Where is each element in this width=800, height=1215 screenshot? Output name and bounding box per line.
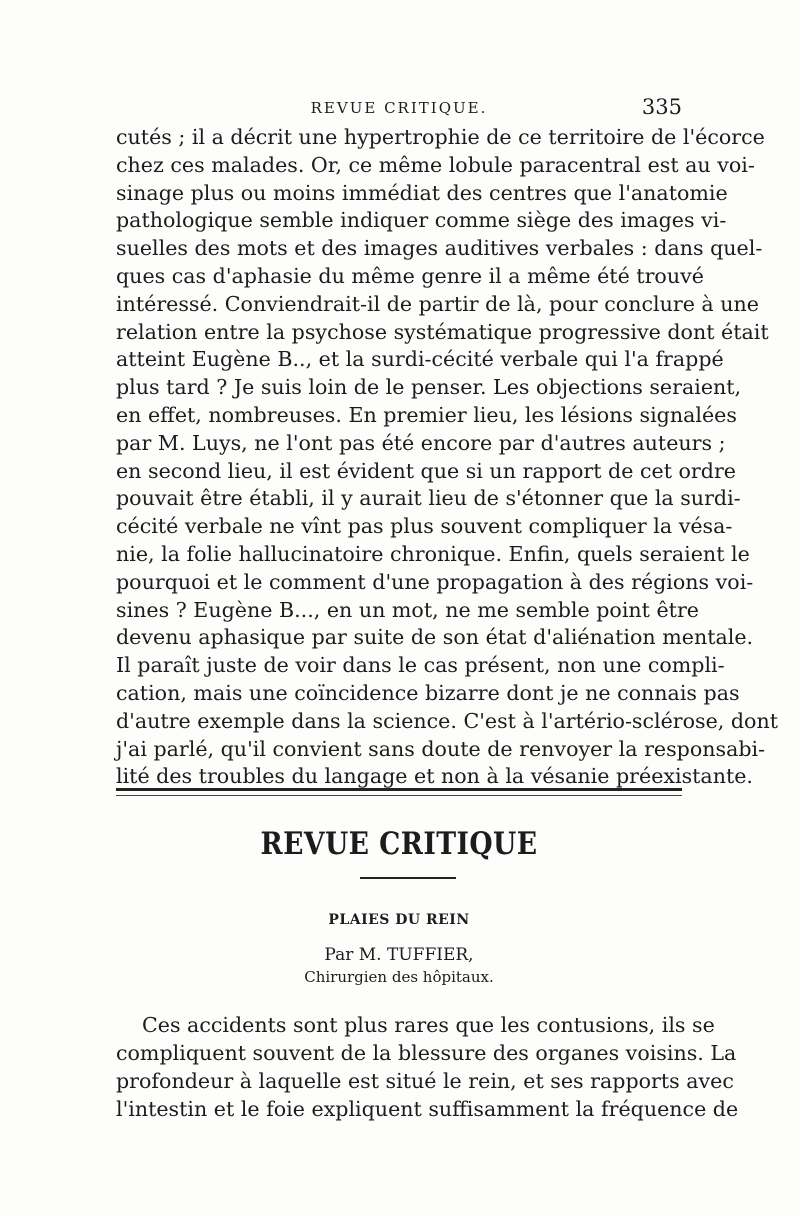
- text-line: l'intestin et le foie expliquent suffisamment la fréquence de: [116, 1097, 739, 1121]
- body-paragraph: [116, 124, 778, 791]
- text-line: chez ces malades. Or, ce même lobule paracentral est au voi-: [116, 152, 755, 177]
- text-line: cation, mais une coïncidence bizarre dont je ne connais pas: [116, 680, 740, 705]
- section-title: REVUE CRITIQUE: [260, 826, 538, 862]
- text-line: nie, la folie hallucinatoire chronique. Enfin, quels seraient le: [116, 541, 750, 566]
- text-line: sines ? Eugène B..., en un mot, ne me semble point être: [116, 597, 699, 622]
- text-line: ques cas d'aphasie du même genre il a même été trouvé: [116, 263, 704, 288]
- text-line: Ces accidents sont plus rares que les contusions, ils se: [142, 1013, 715, 1037]
- text-line: pourquoi et le comment d'une propagation à des régions voi-: [116, 569, 754, 594]
- page-number: 335: [641, 95, 682, 119]
- article-paragraph: [116, 1011, 739, 1123]
- running-title: REVUE CRITIQUE.: [310, 99, 488, 117]
- text-line: sinage plus ou moins immédiat des centres que l'anatomie: [116, 180, 728, 205]
- article-author: Par M. TUFFIER,: [324, 945, 474, 965]
- text-line: compliquent souvent de la blessure des organes voisins. La: [116, 1041, 737, 1065]
- double-rule-thick: [116, 788, 682, 791]
- text-line: intéressé. Conviendrait-il de partir de là, pour conclure à une: [116, 291, 759, 316]
- section-divider: [360, 877, 456, 879]
- text-line: en effet, nombreuses. En premier lieu, les lésions signalées: [116, 402, 737, 427]
- text-line: lité des troubles du langage et non à la vésanie préexistante.: [116, 764, 753, 789]
- text-line: plus tard ? Je suis loin de le penser. Les objections seraient,: [116, 375, 742, 400]
- text-line: devenu aphasique par suite de son état d'aliénation mentale.: [116, 625, 754, 650]
- text-line: relation entre la psychose systématique progressive dont était: [116, 319, 769, 344]
- text-line: cutés ; il a décrit une hypertrophie de ce territoire de l'écorce: [116, 125, 765, 149]
- text-line: cécité verbale ne vînt pas plus souvent compliquer la vésa-: [116, 514, 733, 539]
- author-affiliation: Chirurgien des hôpitaux.: [304, 968, 494, 986]
- double-rule-thin: [116, 795, 682, 796]
- running-head: [116, 97, 682, 121]
- text-line: en second lieu, il est évident que si un rapport de cet ordre: [116, 458, 736, 483]
- text-line: profondeur à laquelle est situé le rein, et ses rapports avec: [116, 1069, 734, 1093]
- text-line: pouvait être établi, il y aurait lieu de s'étonner que la surdi-: [116, 486, 741, 511]
- article-title: PLAIES DU REIN: [328, 912, 470, 928]
- text-line: Il paraît juste de voir dans le cas présent, non une compli-: [116, 653, 725, 678]
- text-line: atteint Eugène B.., et la surdi-cécité verbale qui l'a frappé: [116, 347, 724, 372]
- text-line: d'autre exemple dans la science. C'est à l'artério-sclérose, dont: [116, 708, 778, 733]
- text-line: pathologique semble indiquer comme siège des images vi-: [116, 208, 727, 233]
- text-line: suelles des mots et des images auditives verbales : dans quel-: [116, 236, 763, 261]
- text-line: par M. Luys, ne l'ont pas été encore par d'autres auteurs ;: [116, 430, 726, 455]
- text-line: j'ai parlé, qu'il convient sans doute de renvoyer la responsabi-: [116, 736, 766, 761]
